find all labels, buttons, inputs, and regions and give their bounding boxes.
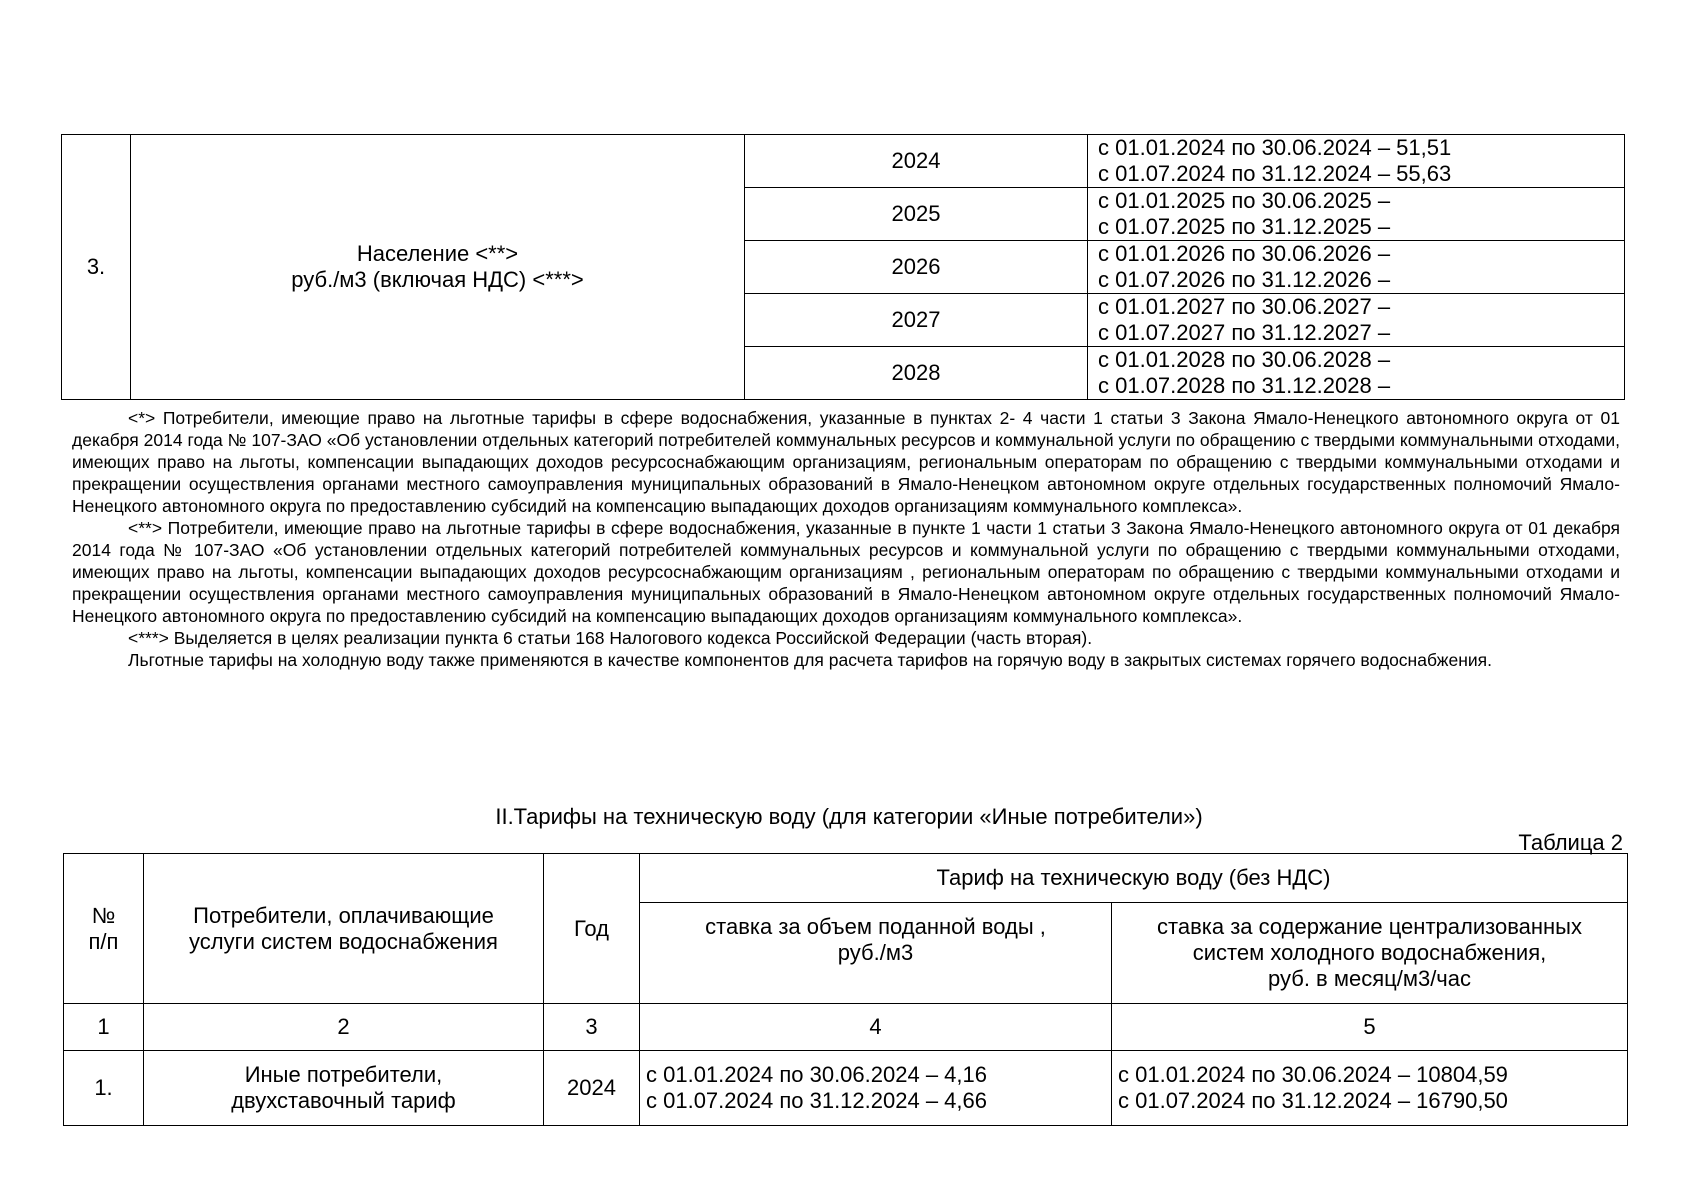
header-rate-maintenance-line: ставка за содержание централизованных — [1157, 914, 1582, 939]
header-number-line: № — [91, 902, 116, 928]
tariff-period-line: с 01.01.2028 по 30.06.2028 – — [1098, 347, 1391, 372]
row-number: 3. — [62, 135, 131, 400]
table-label: Таблица 2 — [1518, 830, 1623, 855]
table-row — [62, 135, 1625, 188]
tariff-values-cell — [1088, 241, 1625, 294]
tariff-period-line: с 01.07.2024 по 31.12.2024 – 16790,50 — [1118, 1088, 1508, 1113]
header-rate-volume-line: руб./м3 — [837, 940, 914, 965]
header-consumers-line: услуги систем водоснабжения — [189, 928, 498, 954]
tariff-values-cell — [1088, 294, 1625, 347]
tariff-values-cell — [1088, 347, 1625, 400]
column-number-row — [64, 1004, 1628, 1051]
header-rate-maintenance-line: руб. в месяц/м3/час — [1267, 966, 1472, 991]
column-number: 4 — [640, 1004, 1112, 1051]
tariff-period-line: с 01.01.2024 по 30.06.2024 – 10804,59 — [1118, 1062, 1508, 1087]
tariff-period-line: с 01.07.2027 по 31.12.2027 – — [1098, 320, 1391, 345]
footnote-hot-water: Льготные тарифы на холодную воду также применяются в качестве компонентов для расчета тарифов на горячую воду в закрытых системах горячего водоснабжения. — [128, 650, 1493, 670]
year-cell: 2027 — [745, 294, 1088, 347]
year-cell: 2026 — [745, 241, 1088, 294]
header-number-line: п/п — [88, 928, 119, 954]
header-rate-volume-line: ставка за объем поданной воды , — [705, 914, 1046, 939]
consumer-category-line: Население <**> — [356, 241, 519, 266]
footnotes — [72, 407, 1620, 671]
year-cell: 2025 — [745, 188, 1088, 241]
footnote-single-star: <*> Потребители, имеющие право на льготные тарифы в сфере водоснабжения, указанные в пунктах 2- 4 части 1 статьи 3 Закона Ямало-Ненецкого автономного округа от 01 декабря 2014 года № 107-ЗАО «Об установлении отдельных категорий потребителей коммунальных ресурсов и коммунальной услуги по обращению с твердыми коммунальными отходами, имеющих право на льготы, компенсации выпадающих доходов ресурсоснабжающим организациям, региональным операторам по обращению с твердыми коммунальными отходами и прекращении осуществления органами местного самоуправления муниципальных образований в Ямало-Ненецком автономном округе отдельных государственных полномочий Ямало-Ненецкого автономного округа по предоставлению субсидий на компенсацию выпадающих доходов организациям коммунального комплекса». — [72, 408, 1620, 516]
tariff-period-line: с 01.07.2028 по 31.12.2028 – — [1098, 373, 1391, 398]
tariff-period-line: с 01.07.2024 по 31.12.2024 – 4,66 — [646, 1088, 987, 1113]
consumer-line: двухставочный тариф — [231, 1088, 456, 1113]
column-number: 1 — [64, 1004, 144, 1051]
tariff-period-line: с 01.07.2026 по 31.12.2026 – — [1098, 267, 1391, 292]
tariff-period-line: с 01.01.2027 по 30.06.2027 – — [1098, 294, 1391, 319]
tariff-table-population — [61, 134, 1625, 400]
footnote-triple-star: <***> Выделяется в целях реализации пункта 6 статьи 168 Налогового кодекса Российской Федерации (часть вторая). — [128, 628, 1093, 648]
tariff-period-line: с 01.07.2025 по 31.12.2025 – — [1098, 214, 1391, 239]
maintenance-rate-cell — [1112, 1051, 1628, 1126]
header-tariff-group: Тариф на техническую воду (без НДС) — [640, 854, 1628, 903]
column-number: 5 — [1112, 1004, 1628, 1051]
tariff-table-technical-water — [63, 853, 1628, 1126]
header-number — [64, 854, 144, 1004]
tariff-values-cell — [1088, 135, 1625, 188]
footnote-double-star: <**> Потребители, имеющие право на льготные тарифы в сфере водоснабжения, указанные в пункте 1 части 1 статьи 3 Закона Ямало-Ненецкого автономного округа от 01 декабря 2014 года № 107-ЗАО «Об установлении отдельных категорий потребителей коммунальных ресурсов и коммунальной услуги по обращению с твердыми коммунальными отходами, имеющих право на льготы, компенсации выпадающих доходов ресурсоснабжающим организациям , региональным операторам по обращению с твердыми коммунальными отходами и прекращении осуществления органами местного самоуправления муниципальных образований в Ямало-Ненецком автономном округе отдельных государственных полномочий Ямало-Ненецкого автономного округа по предоставлению субсидий на компенсацию выпадающих доходов организациям коммунального комплекса». — [72, 518, 1620, 626]
column-number: 3 — [544, 1004, 640, 1051]
consumer-cell — [144, 1051, 544, 1126]
tariff-period-line: с 01.07.2024 по 31.12.2024 – 55,63 — [1098, 161, 1452, 186]
tariff-period-line: с 01.01.2026 по 30.06.2026 – — [1098, 241, 1391, 266]
year-cell: 2024 — [745, 135, 1088, 188]
tariff-period-line: с 01.01.2024 по 30.06.2024 – 51,51 — [1098, 135, 1452, 160]
consumer-line: Иные потребители, — [244, 1062, 443, 1087]
tariff-period-line: с 01.01.2024 по 30.06.2024 – 4,16 — [646, 1062, 987, 1087]
header-rate-volume — [640, 903, 1112, 1004]
table-header-row — [64, 854, 1628, 903]
row-number: 1. — [64, 1051, 144, 1126]
volume-rate-cell — [640, 1051, 1112, 1126]
year-cell: 2024 — [544, 1051, 640, 1126]
tariff-period-line: с 01.01.2025 по 30.06.2025 – — [1098, 188, 1391, 213]
header-rate-maintenance-line: систем холодного водоснабжения, — [1192, 940, 1547, 965]
header-consumers — [144, 854, 544, 1004]
header-consumers-line: Потребители, оплачивающие — [193, 902, 494, 928]
header-year: Год — [544, 854, 640, 1004]
table-row — [64, 1051, 1628, 1126]
consumer-category-unit: руб./м3 (включая НДС) <***> — [291, 267, 584, 292]
section-title: II.Тарифы на техническую воду (для категории «Иные потребители») — [495, 804, 1203, 829]
tariff-values-cell — [1088, 188, 1625, 241]
year-cell: 2028 — [745, 347, 1088, 400]
consumer-category-cell — [131, 135, 745, 400]
column-number: 2 — [144, 1004, 544, 1051]
header-rate-maintenance — [1112, 903, 1628, 1004]
